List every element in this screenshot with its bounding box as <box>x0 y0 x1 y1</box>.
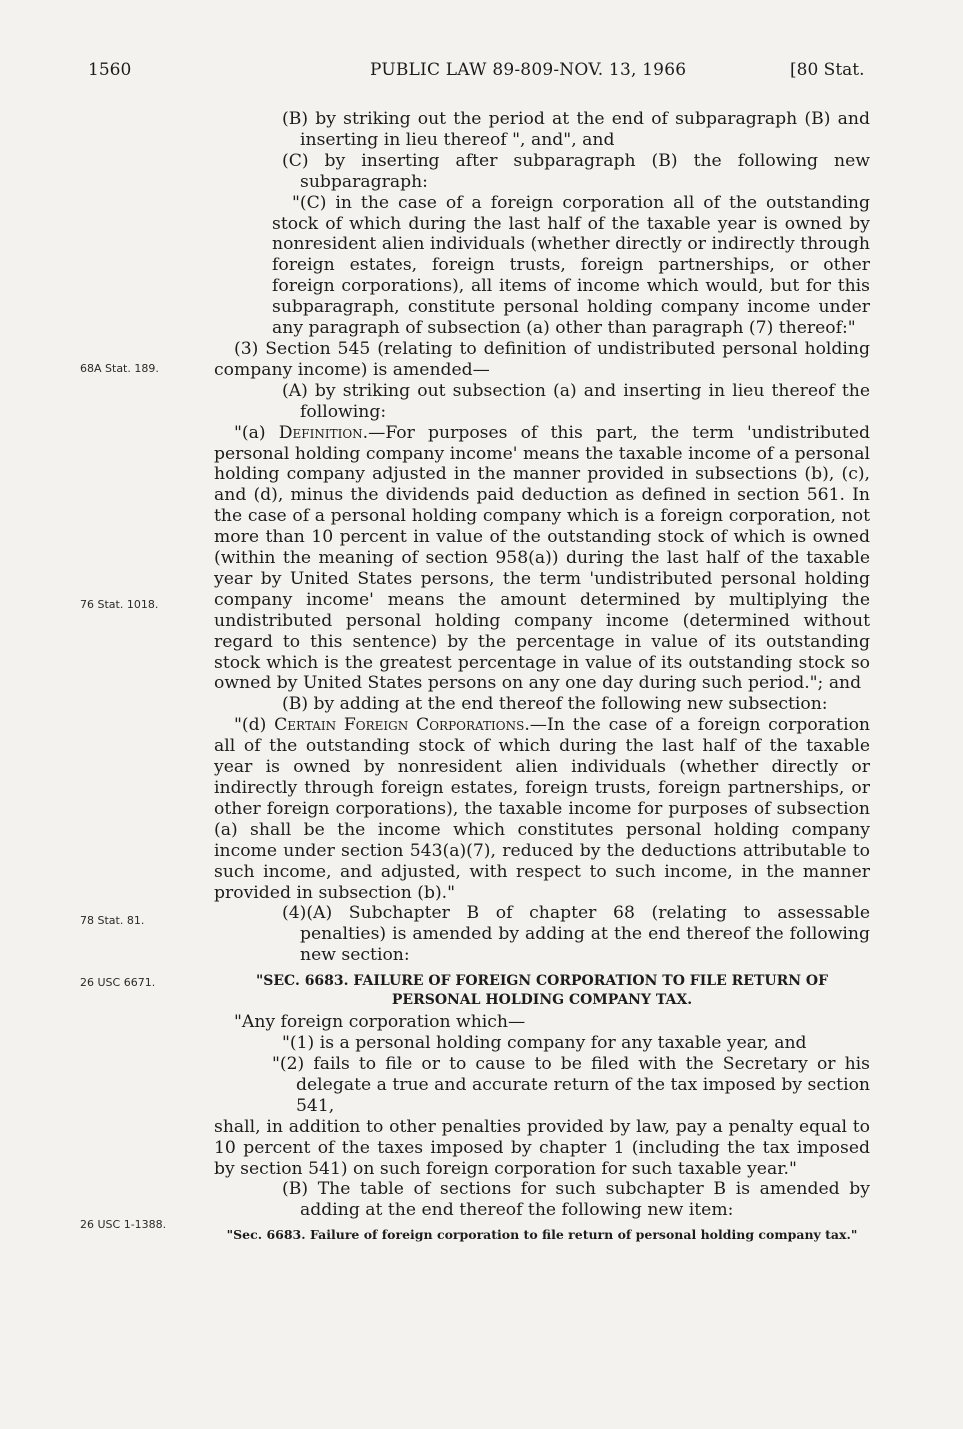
margin-note-76-stat: 76 Stat. 1018. <box>80 598 159 611</box>
paragraph-a-striking-subsection: (A) by striking out subsection (a) and inserting in lieu thereof the following: <box>282 380 870 422</box>
subsection-a-body: .—For purposes of this part, the term 'undistributed personal holding company income' means the taxable income of a personal holding company adjusted in the manner provided in subsections (b), (c), and (d), minus the dividends paid deduction as defined in section 561. In the case of a personal holding company which is a foreign corporation, not more than 10 percent in value of the outstanding stock of which is owned (within the meaning of section 958(a)) during the last half of the taxable year by United States persons, the term 'undistributed personal holding company income' means the amount determined by multiplying the undistributed personal holding company income (determined without regard to this sentence) by the percentage in value of its outstanding stock which is the greatest percentage in value of its outstanding stock so owned by United States persons on any one day during such period."; and <box>214 422 870 694</box>
paragraph-b-striking: (B) by striking out the period at the end of subparagraph (B) and inserting in lieu thereof ", and", and <box>282 109 870 150</box>
subsection-a-lead: "(a) <box>234 422 279 443</box>
paragraph-3-section-545: (3) Section 545 (relating to definition of undistributed personal holding company income) is amended— <box>214 338 870 380</box>
running-title: PUBLIC LAW 89-809-NOV. 13, 1966 <box>370 60 687 80</box>
section-6683-heading: "SEC. 6683. FAILURE OF FOREIGN CORPORATION TO FILE RETURN OF PERSONAL HOLDING COMPANY TAX. <box>255 973 829 1009</box>
paragraph-c-inserting: (C) by inserting after subparagraph (B) the following new subparagraph: <box>282 150 870 192</box>
statute-volume: [80 Stat. <box>790 60 865 80</box>
margin-note-68a-stat: 68A Stat. 189. <box>80 362 159 375</box>
clause-2: "(2) fails to file or to cause to be filed with the Secretary or his delegate a true and accurate return of the tax imposed by section 541, <box>272 1053 870 1116</box>
quoted-subsection-d <box>214 715 870 903</box>
page-number: 1560 <box>88 60 132 80</box>
quoted-subparagraph-c: "(C) in the case of a foreign corporation all of the outstanding stock of which during the last half of the taxable year is owned by nonresident alien individuals (whether directly or indirectly through foreign estates, foreign trusts, foreign partnerships, or other foreign corporations), all items of income which would, but for this subparagraph, constitute personal holding company income under any paragraph of subsection (a) other than paragraph (7) thereof:" <box>272 192 870 339</box>
margin-note-78-stat: 78 Stat. 81. <box>80 914 145 927</box>
subsection-d-caption: Certain Foreign Corporations <box>274 715 525 736</box>
paragraph-4a-subchapter-b: (4)(A) Subchapter B of chapter 68 (relating to assessable penalties) is amended by adding at the end thereof the following new section: <box>282 903 870 966</box>
any-foreign-corporation: "Any foreign corporation which— <box>234 1012 526 1033</box>
subsection-d-body: .—In the case of a foreign corporation all of the outstanding stock of which during the last half of the taxable year is owned by nonresident alien individuals (whether directly or indirectly through foreign estates, foreign trusts, foreign partnerships, or other foreign corporations), the taxable income for purposes of subsection (a) shall be the income which constitutes personal holding company income under section 543(a)(7), reduced by the deductions attributable to such income, and adjusted, with respect to such income, in the manner provided in subsection (b)." <box>214 715 870 903</box>
margin-note-26-usc-1-1388: 26 USC 1-1388. <box>80 1218 167 1231</box>
penalty-paragraph: shall, in addition to other penalties provided by law, pay a penalty equal to 10 percent of the taxes imposed by chapter 1 (including the tax imposed by section 541) on such foreign corporation for such taxable year." <box>214 1116 870 1179</box>
table-item-sec-6683: "Sec. 6683. Failure of foreign corporation to file return of personal holding company tax." <box>226 1227 858 1243</box>
subsection-d-lead: "(d) <box>234 715 275 736</box>
paragraph-b-table-of-sections: (B) The table of sections for such subchapter B is amended by adding at the end thereof the following new item: <box>282 1179 870 1221</box>
body-text <box>214 109 870 1243</box>
quoted-subsection-a <box>214 423 870 695</box>
margin-note-26-usc-6671: 26 USC 6671. <box>80 976 156 989</box>
paragraph-b-adding-subsection: (B) by adding at the end thereof the following new subsection: <box>282 694 828 715</box>
clause-1: "(1) is a personal holding company for any taxable year, and <box>282 1033 807 1054</box>
subsection-a-caption: Definition <box>278 422 363 443</box>
